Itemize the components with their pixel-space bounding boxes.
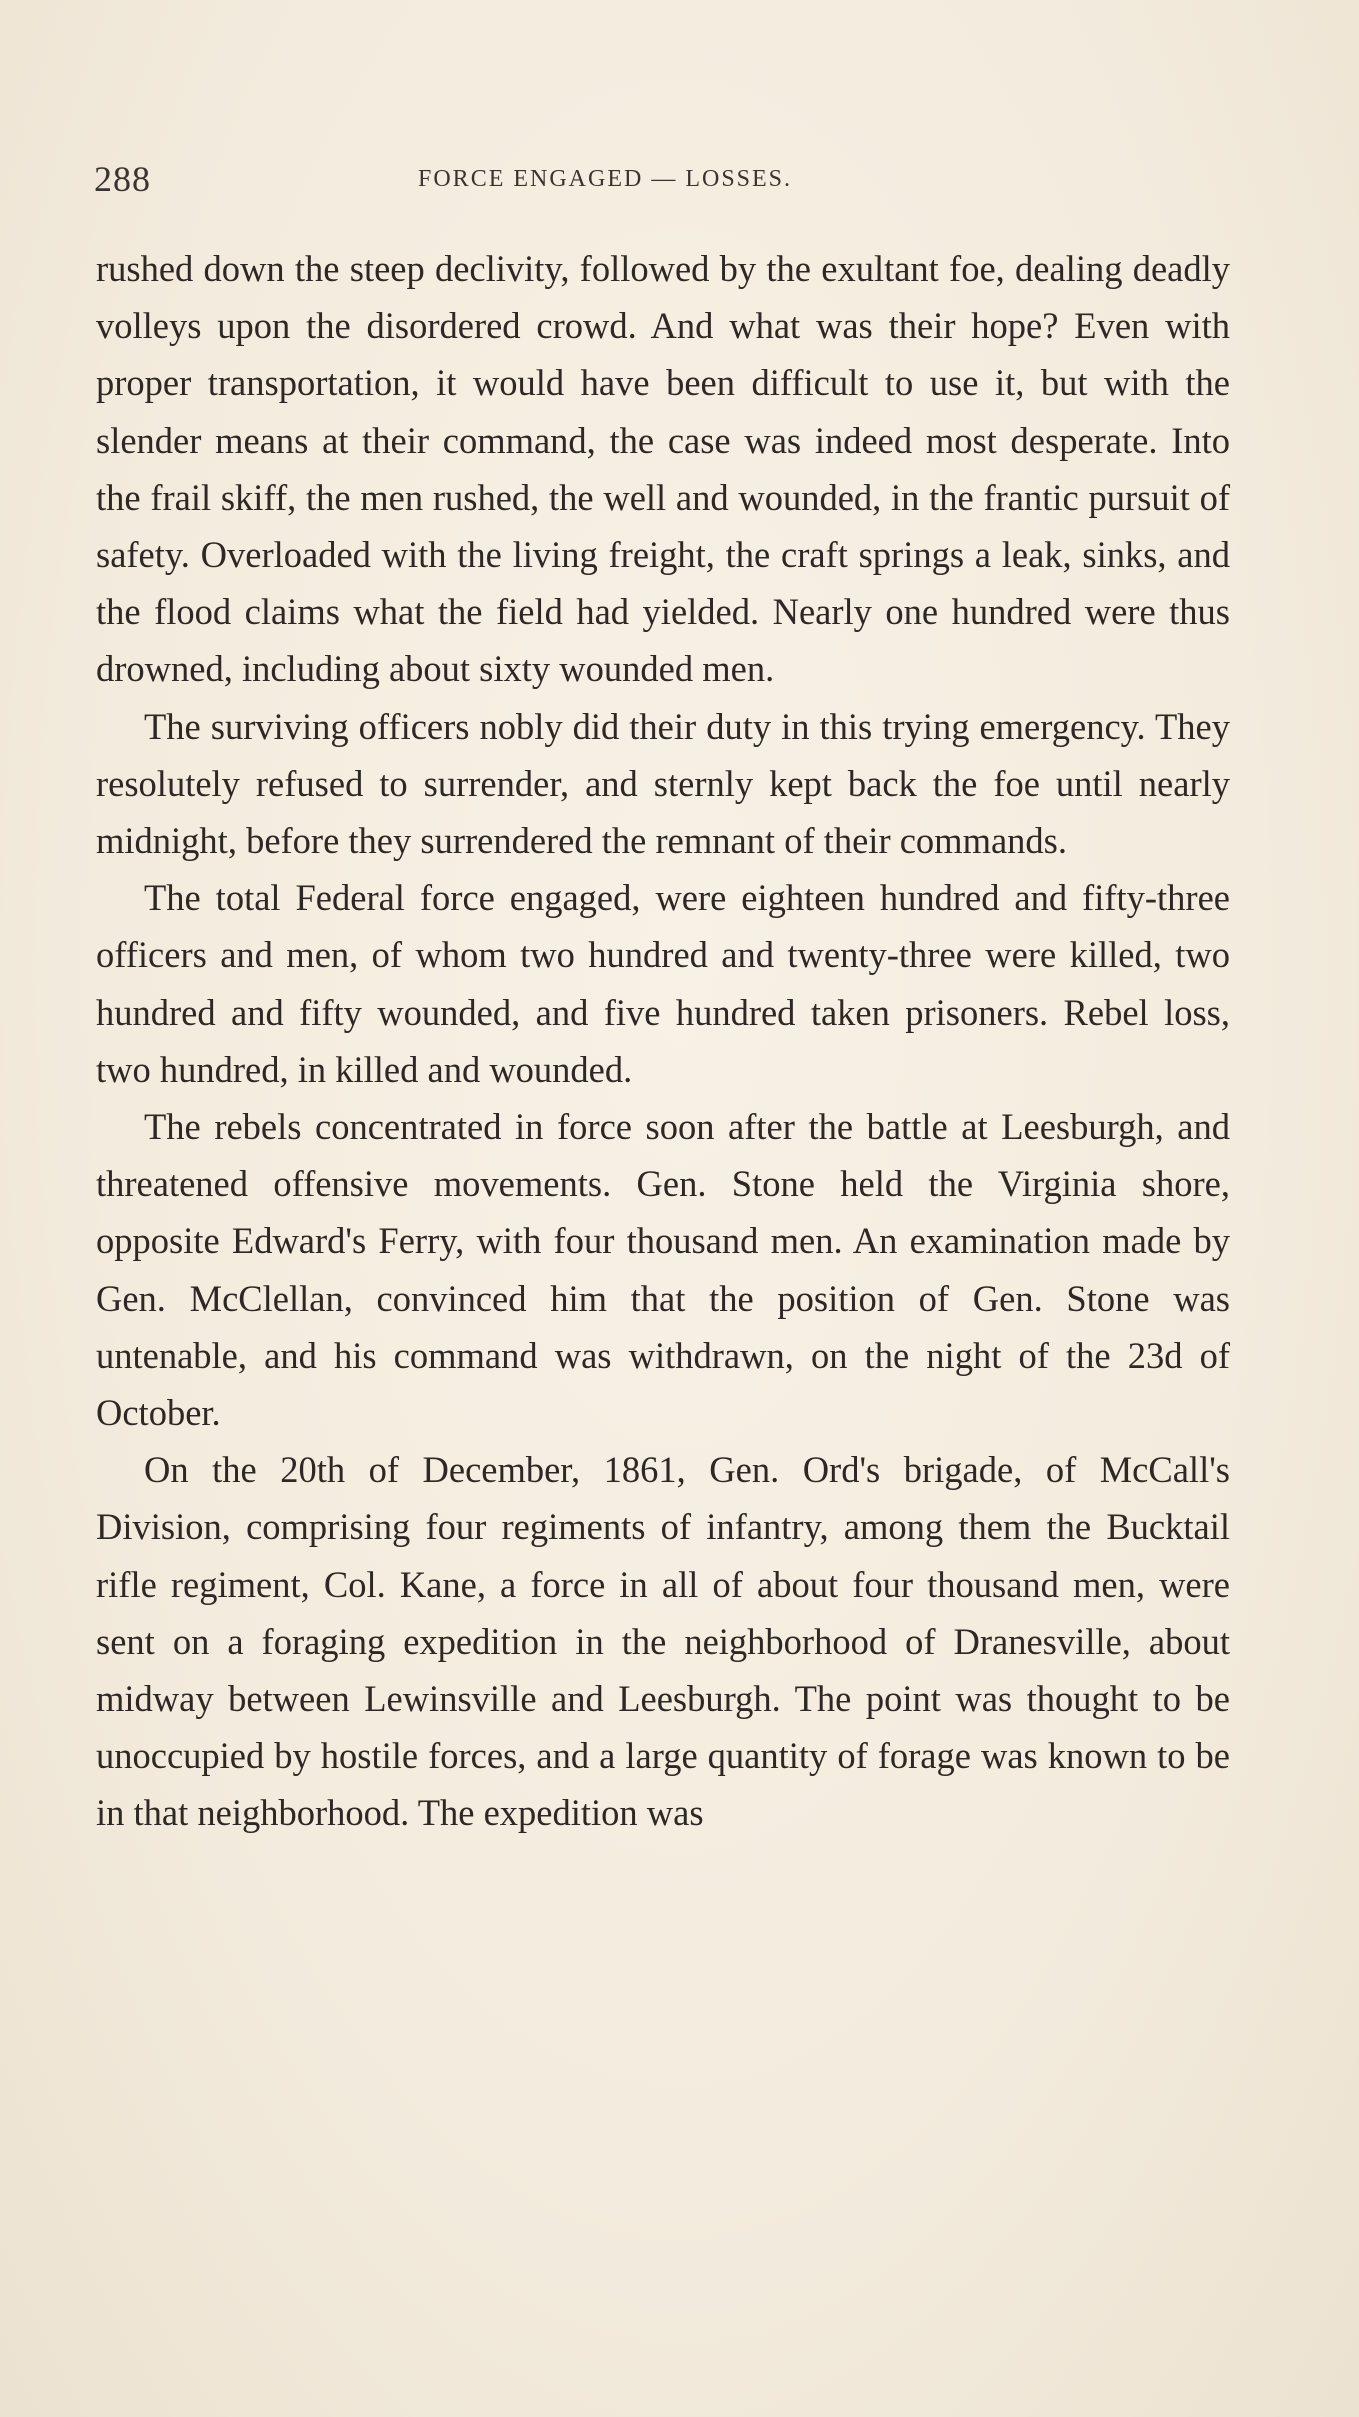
running-head: FORCE ENGAGED — LOSSES. bbox=[418, 166, 793, 192]
paragraph-5: On the 20th of December, 1861, Gen. Ord's brigade, of McCall's Division, comprising four regiments of infantry, among them the Bucktail rifle regiment, Col. Kane, a force in all of about four thousand men, were sent on a foraging expedition in the neighborhood of Dranesville, about midway between Lewinsville and Leesburgh. The point was thought to be unoccupied by hostile forces, and a large quantity of forage was known to be in that neighborhood. The expedition was bbox=[96, 1449, 1230, 1834]
page-header bbox=[94, 158, 1234, 198]
paragraph-4: The rebels concentrated in force soon after the battle at Leesburgh, and threatened offensive movements. Gen. Stone held the Virginia shore, opposite Edward's Ferry, with four thousand men. An examination made by Gen. McClellan, convinced him that the position of Gen. Stone was untenable, and his command was withdrawn, on the night of the 23d of October. bbox=[96, 1106, 1230, 1434]
body-text bbox=[96, 240, 1230, 1842]
paragraph-1: rushed down the steep declivity, followed by the exultant foe, dealing deadly volleys upon the disordered crowd. And what was their hope? Even with proper transportation, it would have been difficult to use it, but with the slender means at their command, the case was indeed most desperate. Into the frail skiff, the men rushed, the well and wounded, in the frantic pursuit of safety. Overloaded with the living freight, the craft springs a leak, sinks, and the flood claims what the field had yielded. Nearly one hundred were thus drowned, including about sixty wounded men. bbox=[96, 248, 1230, 690]
paragraph-2: The surviving officers nobly did their duty in this trying emergency. They resolutely refused to surrender, and sternly kept back the foe until nearly midnight, before they surrendered the remnant of their commands. bbox=[96, 705, 1230, 862]
page-number: 288 bbox=[94, 159, 151, 199]
paragraph-3: The total Federal force engaged, were eighteen hundred and fifty-three officers and men, of whom two hundred and twenty-three were killed, two hundred and fifty wounded, and five hundred taken prisoners. Rebel loss, two hundred, in killed and wounded. bbox=[96, 877, 1230, 1090]
